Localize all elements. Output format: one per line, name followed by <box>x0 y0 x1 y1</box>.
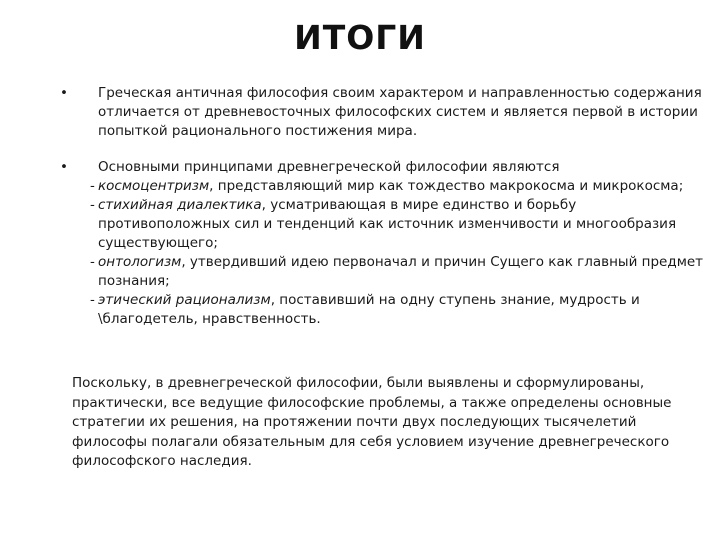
principle-term: этический рационализм <box>98 292 271 308</box>
bullet-item <box>60 158 708 177</box>
principle-item <box>60 291 708 329</box>
bullet-text: Греческая античная философия своим характером и направленностью содержания отличается от древневосточных философских систем и является первой в истории попыткой рационального постижения мира. <box>98 85 702 139</box>
dash-marker: - <box>90 254 95 270</box>
bullet-marker: • <box>60 159 68 175</box>
bullet-marker: • <box>60 85 68 101</box>
content-area <box>60 84 708 329</box>
principle-term: стихийная диалектика <box>98 197 262 213</box>
bullet-intro: Основными принципами древнегреческой философии являются <box>98 159 560 175</box>
conclusion-paragraph: Поскольку, в древнегреческой философии, были выявлены и сформулированы, практически, все ведущие философские проблемы, а также определены основные стратегии их решения, на протяжении почти двух последующих тысячелетий философы полагали обязательным для себя условием изучение древнегреческого философского наследия. <box>72 375 672 469</box>
slide-title: ИТОГИ <box>294 18 426 57</box>
dash-marker: - <box>90 178 95 194</box>
principle-term: онтологизм <box>98 254 182 270</box>
principle-description: , усматривающая в мире единство и борьбу противоположных сил и тенденций как источник изменчивости и многообразия существующего; <box>98 197 677 251</box>
principle-item <box>60 196 708 253</box>
principle-description: , утвердивший идею первоначал и причин Сущего как главный предмет познания; <box>98 254 704 289</box>
principle-item <box>60 253 708 291</box>
principle-item <box>60 177 708 196</box>
principle-description: , поставивший на одну ступень знание, мудрость и \благодетель, нравственность. <box>98 292 640 327</box>
principle-term: космоцентризм <box>98 178 210 194</box>
bullet-item <box>60 84 708 141</box>
principle-description: , представляющий мир как тождество макрокосма и микрокосма; <box>209 178 684 194</box>
dash-marker: - <box>90 197 95 213</box>
dash-marker: - <box>90 292 95 308</box>
